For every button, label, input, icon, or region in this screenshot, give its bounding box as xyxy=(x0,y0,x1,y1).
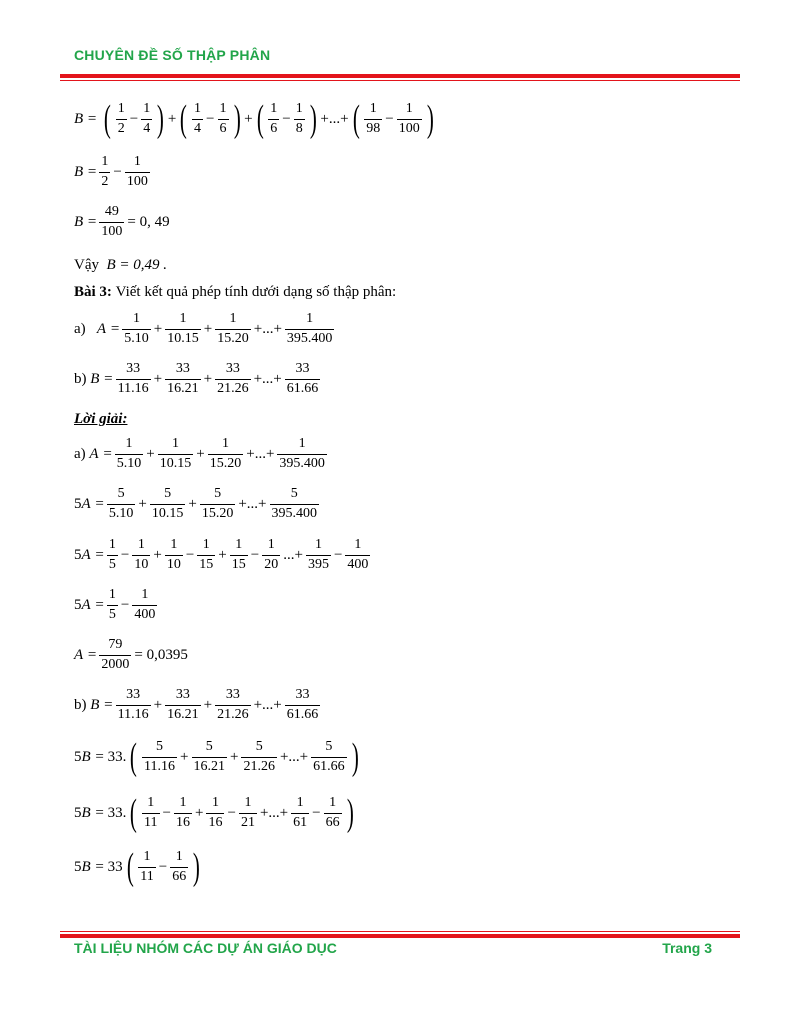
solution-b-line-4: 5 B = 33 ( 1 11 − $\frac{1}{66}$ ) xyxy=(74,846,201,888)
footer-page-number: Trang 3 xyxy=(662,940,712,956)
footer-document-title: TÀI LIỆU NHÓM CÁC DỰ ÁN GIÁO DỤC xyxy=(74,940,337,956)
equation-b-expanded: B = ( 1 2 − $\frac{1}{4}$ ) + ( 1 4 − $\frac{1}{6}$ ) + ( 1 6 − $\frac{1}{8}$ ) +...+ ( 1 98 − $\frac{1}{100}$ ) xyxy=(74,98,434,140)
exercise-3-heading: Bài 3: Viết kết quả phép tính dưới dạng số thập phân: xyxy=(74,284,397,300)
solution-a-line-1: a) A = $\frac{1}{5.10}$ + $\frac{1}{10.15}$ + $\frac{1}{15.20}$ +...+ $\frac{1}{395.400}$ xyxy=(74,436,325,471)
conclusion-line: Vậy B = 0,49 . xyxy=(74,257,168,273)
exercise-3b: b) B = $\frac{33}{11.16}$ + $\frac{33}{16.21}$ + $\frac{33}{21.26}$ +...+ $\frac{33}{61.66}$ xyxy=(74,361,319,396)
solution-b-line-2: 5 B = 33. ( 5 11.16 + $\frac{5}{16.21}$ + $\frac{5}{21.26}$ +...+ $\frac{5}{61.66}$ ) xyxy=(74,736,359,778)
solution-b-line-3: 5 B = 33. ( 1 11 − $\frac{1}{16}$ + $\frac{1}{16}$ − $\frac{1}{21}$ +...+ $\frac{1}{61}$ − $\frac{1}{66}$ ) xyxy=(74,792,354,834)
solution-a-line-2: 5 A = $\frac{5}{5.10}$ + $\frac{5}{10.15}$ + $\frac{5}{15.20}$ +...+ $\frac{5}{395.400}$ xyxy=(74,486,317,521)
equation-b-result: B = $\frac{49}{100}$ = 0, 49 xyxy=(74,204,170,239)
equation-b-simplified: B = $\frac{1}{2}$ − $\frac{1}{100}$ xyxy=(74,154,148,189)
header-rule xyxy=(60,74,740,81)
solution-a-result: A = $\frac{79}{2000}$ = 0,0395 xyxy=(74,637,188,672)
footer-rule xyxy=(60,931,740,938)
page-header-title: CHUYÊN ĐỀ SỐ THẬP PHÂN xyxy=(74,47,271,63)
solution-a-line-3: 5 A = $\frac{1}{5}$ − $\frac{1}{10}$ + $\frac{1}{10}$ − $\frac{1}{15}$ + $\frac{1}{15}$ − $\frac{1}{20}$ ...+ $\frac{1}{395}$ − $\frac{1}{400}$ xyxy=(74,537,369,572)
exercise-3a: a) A = $\frac{1}{5.10}$ + $\frac{1}{10.15}$ + $\frac{1}{15.20}$ +...+ $\frac{1}{395.400}$ xyxy=(74,311,333,346)
solution-heading: Lời giải: xyxy=(74,411,128,427)
solution-a-line-4: 5 A = $\frac{1}{5}$ − $\frac{1}{400}$ xyxy=(74,587,156,622)
solution-b-line-1: b) B = $\frac{33}{11.16}$ + $\frac{33}{16.21}$ + $\frac{33}{21.26}$ +...+ $\frac{33}{61.66}$ xyxy=(74,687,319,722)
